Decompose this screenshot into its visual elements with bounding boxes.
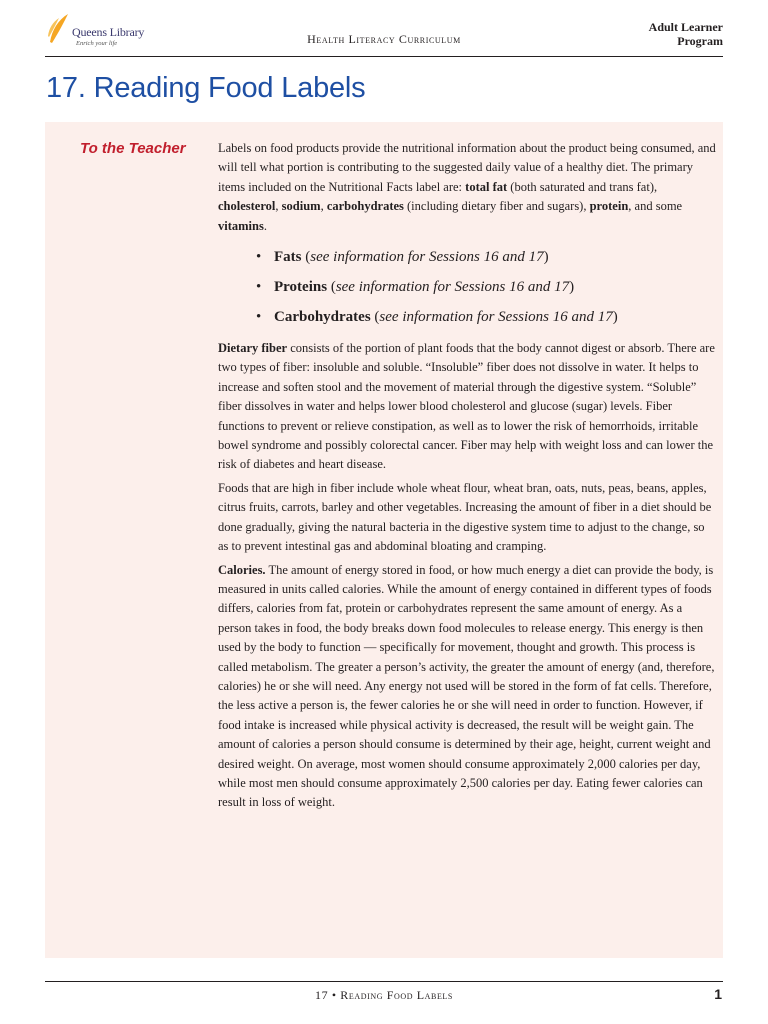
list-item-term: Proteins [274, 279, 328, 296]
fiber-term: Dietary fiber [218, 341, 288, 356]
foods-paragraph: Foods that are high in fiber include whole wheat flour, wheat bran, oats, nuts, peas, beans, apples, citrus fruits, carrots, barley and other vegetables. Increasing the amount of fiber in a diet should be done gradually, giving the natural bacteria in the digestive system time to adjust to the change, so as to prevent intestinal gas and abdominal bloating and cramping. [218, 480, 712, 554]
intro-text: , [320, 199, 327, 214]
body-text [218, 139, 716, 817]
list-item-term: Carbohydrates [274, 309, 371, 326]
calories-paragraph [218, 561, 716, 813]
bullet-icon: • [256, 279, 262, 296]
list-item-note: see information for Sessions 16 and 17 [310, 249, 544, 266]
footer-divider [45, 981, 723, 982]
logo-tagline: Enrich your life [76, 40, 118, 47]
intro-term: vitamins [218, 218, 264, 233]
footer-title: 17 • Reading Food Labels [315, 988, 453, 1002]
list-item-note: see information for Sessions 16 and 17 [379, 309, 613, 326]
intro-term: carbohydrates [326, 199, 404, 214]
page-header [0, 0, 768, 60]
section-label: To the Teacher [80, 140, 186, 157]
logo-name: Queens Library [72, 25, 145, 39]
intro-term: protein [589, 199, 629, 214]
intro-text: , and some [628, 199, 683, 214]
intro-text: (both saturated and trans fat), [507, 179, 658, 194]
calories-term: Calories. [218, 562, 266, 577]
bullet-icon: • [256, 309, 262, 326]
bullet-icon: • [256, 249, 262, 266]
intro-text: Labels on food products provide the nutritional information about the product being consumed, and will tell what portion is contributing to the suggested daily value of a healthy diet. The primary items included on the Nutritional Facts label are: [218, 141, 716, 194]
intro-term: total fat [465, 179, 508, 194]
list-item-term: Fats [274, 249, 302, 266]
intro-text: (including dietary fiber and sugars), [403, 199, 590, 214]
intro-paragraph [218, 139, 716, 236]
page-title: 17. Reading Food Labels [46, 72, 366, 104]
header-divider [45, 56, 723, 57]
program-line-1: Adult Learner [648, 20, 723, 34]
intro-text: . [263, 218, 267, 233]
calories-text: The amount of energy stored in food, or how much energy a diet can provide the body, is measured in units called calories. While the amount of energy contained in different types of foods differs, calories from fat, protein or carbohydrates represent the same amount of energy. As a person takes in food, the body breaks down food molecules to release energy. This energy is then used by the body to function — specifically for movement, thought and growth. This process is called metabolism. The greater a person’s activity, the greater the amount of energy (and, therefore, calories) he or she will need. Any energy not used will be stored in the form of fat cells. Therefore, the less active a person is, the fewer calories he or she will need in order to function. However, if food intake is increased while physical activity is decreased, the result will be weight gain. The amount of calories a person should consume is determined by their age, height, current weight and desired weight. On average, most women should consume approximately 2,000 calories per day, while most men should consume approximately 2,500 calories per day. Eating fewer calories can result in loss of weight. [218, 562, 715, 810]
page-number: 1 [714, 986, 722, 1002]
intro-term: sodium [281, 199, 321, 214]
intro-term: cholesterol [218, 199, 276, 214]
list-item: • Proteins (see information for Sessions 16 and 17) [256, 279, 575, 296]
program-name [613, 20, 723, 48]
list-item: • Carbohydrates (see information for Sessions 16 and 17) [256, 309, 618, 326]
curriculum-title: Health Literacy Curriculum [307, 32, 461, 46]
list-item-note: see information for Sessions 16 and 17 [335, 279, 570, 296]
fiber-paragraph [218, 339, 716, 475]
nutrient-list [256, 247, 716, 327]
fiber-text: consists of the portion of plant foods that the body cannot digest or absorb. There are two types of fiber: insoluble and soluble. “Insoluble” fiber does not dissolve in water. It helps to increase and soften stool and the movement of material through the digestive system. “Soluble” fiber dissolves in water and helps lower blood cholesterol and glucose (sugar) levels. Fiber functions to prevent or relieve constipation, as well as to lower the risk of hemorrhoids, irritable bowel syndrome and possibly colorectal cancer. Fiber may help with weight loss and can lower the risk of diabetes and heart disease. [218, 341, 715, 472]
intro-text: , [275, 199, 282, 214]
list-item: • Fats (see information for Sessions 16 and 17) [256, 249, 549, 266]
program-line-2: Program [677, 34, 723, 48]
